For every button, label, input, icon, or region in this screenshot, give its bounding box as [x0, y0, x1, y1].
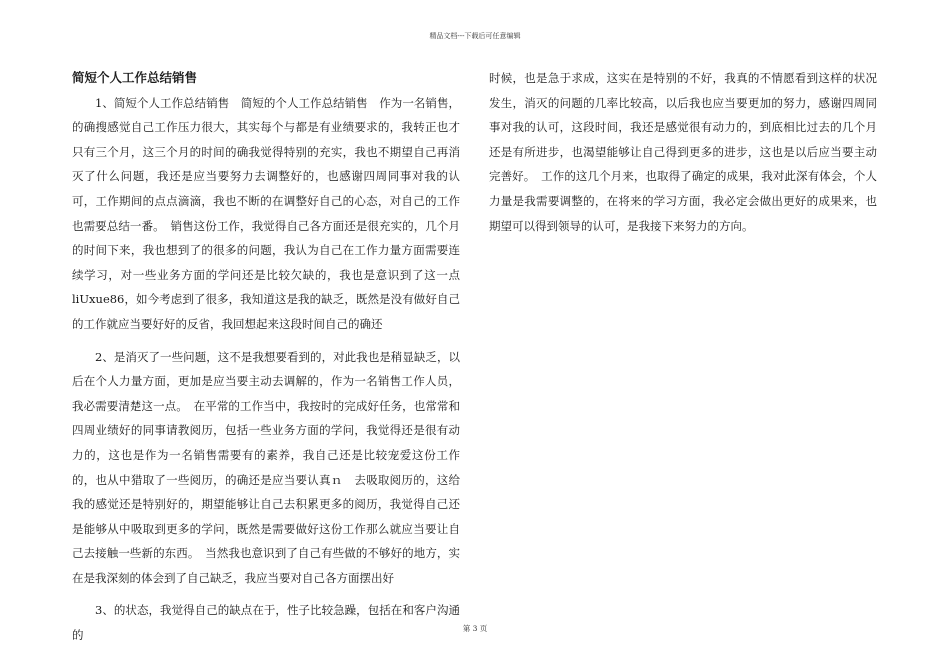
paragraph-2: 2、是消灭了一些问题，这不是我想要看到的，对此我也是稍显缺乏，以后在个人力量方面，更加是应当要主动去调解的，作为一名销售工作人员，我必需要清楚这一点。 在平常的工作当中，我按时的完成好任务，也常常和四周业绩好的同事请教阅历，包括一些业务方面的学问，我觉得还是很有动力的，这也是作为一名销售需要有的素养，我自己还是比较宠爱这份工作的，也从中猎取了一些阅历，的确还是应当要认真ｎ 去吸取阅历的，这给我的感觉还是特别好的，期望能够让自己去积累更多的阅历，我觉得自己还是能够从中吸取到更多的学问，既然是需要做好这份工作那么就应当要让自己去接触一些新的东西。 当然我也意识到了自己有些做的不够好的地方，实在是我深刻的体会到了自己缺乏，我应当要对自己各方面摆出好 [72, 349, 460, 585]
document-title: 简短个人工作总结销售 [72, 70, 198, 85]
left-column [72, 66, 460, 648]
page-number: 第 3 页 [462, 624, 488, 633]
right-column [489, 66, 877, 238]
paragraph-3: 3、的状态，我觉得自己的缺点在于，性子比较急躁，包括在和客户沟通的 [72, 603, 460, 643]
page-header: 精品文档---下载后可任意编辑 [429, 32, 521, 40]
paragraph-3-continued: 时候，也是急于求成，这实在是特别的不好，我真的不情愿看到这样的状况发生，消灭的问题的几率比较高，以后我也应当要更加的努力，感谢四周同事对我的认可，这段时间，我还是感觉很有动力的，到底相比过去的几个月还是有所进步，也渴望能够让自己得到更多的进步，这也是以后应当要主动完善好。 工作的这几个月来，也取得了确定的成果，我对此深有体会，个人力量是我需要调整的，在将来的学习方面，我必定会做出更好的成果来，也期望可以得到领导的认可，是我接下来努力的方向。 [489, 71, 877, 233]
paragraph-1: 1、简短个人工作总结销售 简短的个人工作总结销售 作为一名销售，的确搜感觉自己工作压力很大，其实每个与都是有业绩要求的，我转正也才只有三个月，这三个月的时间的确我觉得特别的充实，我也不期望自己再消灭了什么问题，我还是应当要努力去调整好的，也感谢四周同事对我的认可，工作期间的点点滴滴，我也不断的在调整好自己的心态，对自己的工作也需要总结一番。 销售这份工作，我觉得自己各方面还是很充实的，几个月的时间下来，我也想到了的很多的问题，我认为自己在工作力量方面需要连续学习，对一些业务方面的学问还是比较欠缺的，我也是意识到了这一点 liUxue86，如今考虑到了很多，我知道这是我的缺乏，既然是没有做好自己的工作就应当要好好的反省，我回想起来这段时间自己的确还 [72, 95, 460, 331]
